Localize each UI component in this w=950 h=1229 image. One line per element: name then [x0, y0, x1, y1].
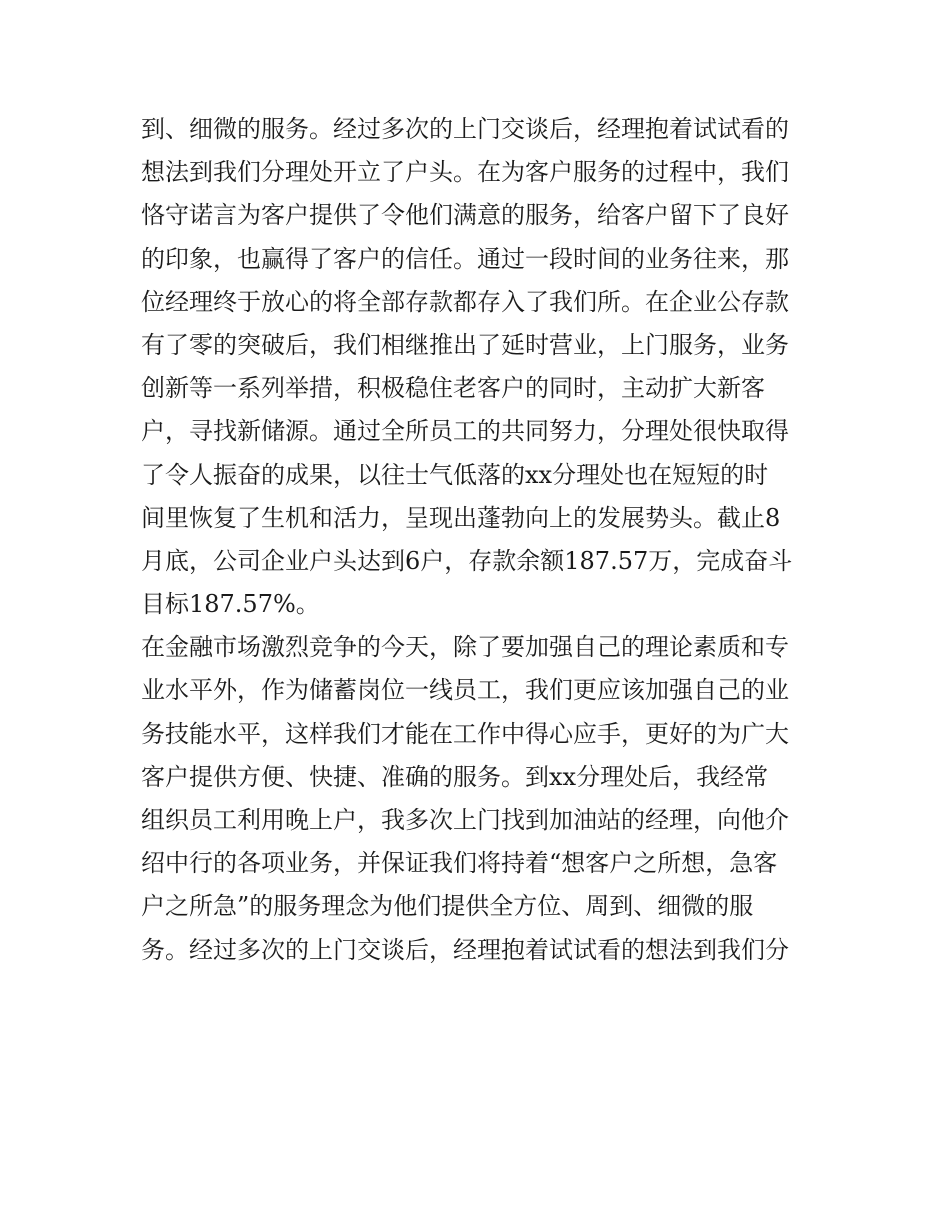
text-line-6: 有了零的突破后，我们相继推出了延时营业，上门服务，业务 [141, 330, 789, 359]
text-line-14: 业水平外，作为储蓄岗位一线员工，我们更应该加强自己的业 [141, 676, 789, 705]
text-line-2: 想法到我们分理处开立了户头。在为客户服务的过程中，我们 [141, 158, 789, 187]
text-line-8: 户，寻找新储源。通过全所员工的共同努力，分理处很快取得 [141, 417, 789, 446]
text-line-7: 创新等一系列举措，积极稳住老客户的同时，主动扩大新客 [141, 374, 765, 403]
text-line-17: 组织员工利用晚上户，我多次上门找到加油站的经理，向他介 [141, 806, 789, 834]
text-line-18: 绍中行的各项业务，并保证我们将持着“想客户之所想，急客 [141, 849, 778, 878]
text-line-20: 务。经过多次的上门交谈后，经理抱着试试看的想法到我们分 [141, 935, 789, 964]
text-line-4: 的印象，也赢得了客户的信任。通过一段时间的业务往来，那 [141, 244, 789, 273]
text-line-13: 在金融市场激烈竞争的今天，除了要加强自己的理论素质和专 [141, 633, 789, 662]
text-line-16: 客户提供方便、快捷、准确的服务。到xx分理处后，我经常 [141, 762, 769, 791]
text-line-3: 恪守诺言为客户提供了令他们满意的服务，给客户留下了良好 [141, 201, 789, 230]
text-line-10: 间里恢复了生机和活力，呈现出蓬勃向上的发展势头。截止8 [141, 503, 781, 532]
text-line-12: 目标187.57%。 [141, 590, 320, 619]
text-line-1: 到、细微的服务。经过多次的上门交谈后，经理抱着试试看的 [141, 115, 789, 143]
text-line-15: 务技能水平，这样我们才能在工作中得心应手，更好的为广大 [141, 719, 789, 748]
text-line-5: 位经理终于放心的将全部存款都存入了我们所。在企业公存款 [141, 287, 789, 316]
text-line-11: 月底，公司企业户头达到6户，存款余额187.57万，完成奋斗 [141, 546, 793, 575]
text-line-9: 了令人振奋的成果，以往士气低落的xx分理处也在短短的时 [141, 460, 769, 489]
text-line-19: 户之所急”的服务理念为他们提供全方位、周到、细微的服 [141, 892, 754, 921]
body-text [141, 108, 821, 972]
